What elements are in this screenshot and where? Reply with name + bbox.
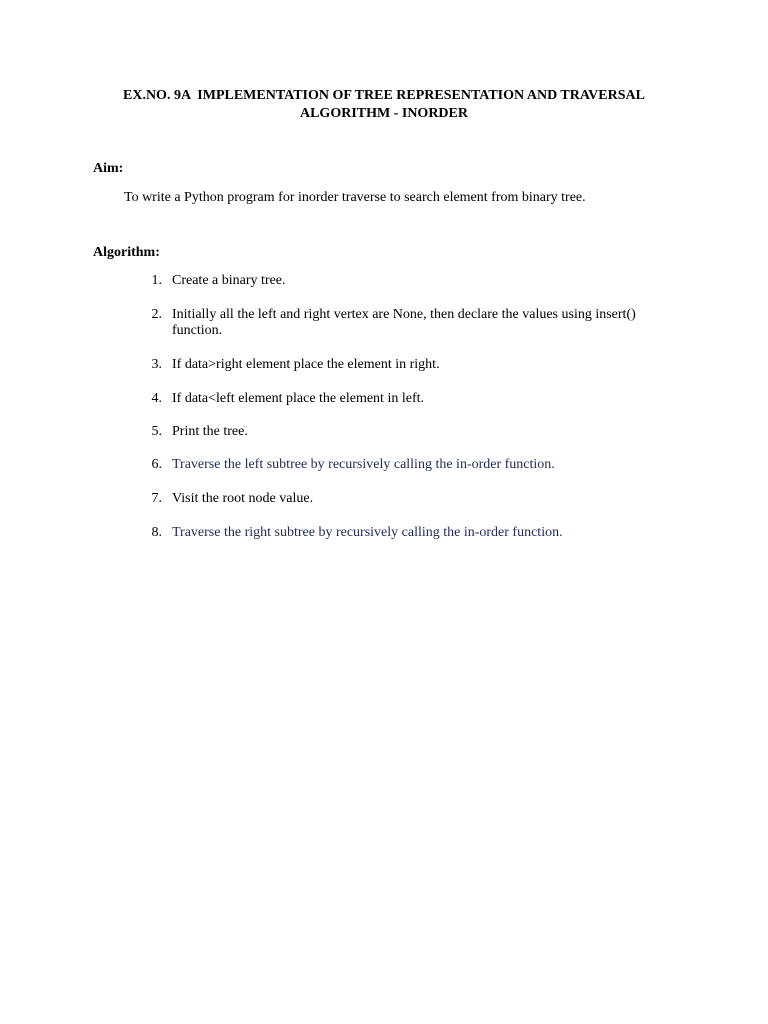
algorithm-step-4: [140, 391, 650, 407]
step-number: 4.: [151, 391, 162, 406]
algorithm-step-1: [140, 273, 650, 289]
step-text: Print the tree.: [172, 424, 248, 439]
step-text: Initially all the left and right vertex are None, then declare the values using insert() function.: [172, 307, 636, 338]
step-number: 5.: [151, 424, 162, 439]
step-number: 1.: [151, 273, 162, 288]
step-text: Visit the root node value.: [172, 491, 314, 506]
algorithm-heading: Algorithm:: [93, 245, 160, 260]
algorithm-step-3: [140, 357, 650, 373]
step-text: If data>right element place the element in right.: [172, 357, 440, 372]
step-number: 2.: [151, 307, 162, 322]
step-text: If data<left element place the element in left.: [172, 391, 424, 406]
algorithm-step-6: [140, 457, 650, 473]
aim-heading: Aim:: [93, 161, 124, 176]
step-number: 8.: [151, 525, 162, 540]
algorithm-step-7: [140, 491, 650, 507]
page-title-line-1: EX.NO. 9A IMPLEMENTATION OF TREE REPRESENTATION AND TRAVERSAL: [123, 88, 645, 103]
step-text: Traverse the right subtree by recursively calling the in-order function.: [172, 525, 563, 540]
step-number: 3.: [151, 357, 162, 372]
step-text: Traverse the left subtree by recursively calling the in-order function.: [172, 457, 555, 472]
step-number: 6.: [151, 457, 162, 472]
step-text: Create a binary tree.: [172, 273, 286, 288]
algorithm-step-8: [140, 525, 650, 541]
step-number: 7.: [151, 491, 162, 506]
page-title-line-2: ALGORITHM - INORDER: [299, 106, 468, 121]
algorithm-step-2: [140, 307, 650, 339]
algorithm-step-5: [140, 424, 650, 440]
aim-text: To write a Python program for inorder traverse to search element from binary tree.: [124, 190, 586, 205]
